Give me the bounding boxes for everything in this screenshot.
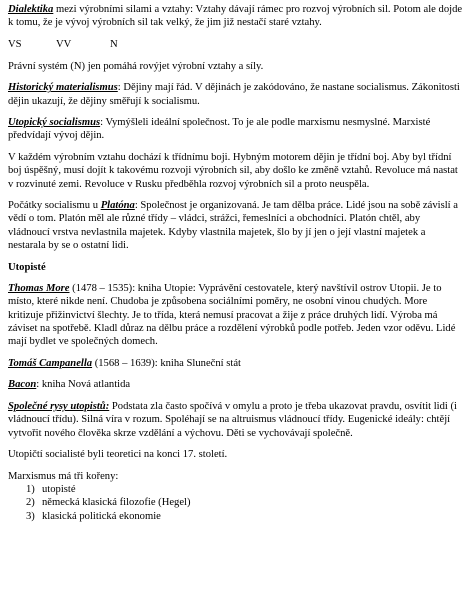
list-item — [26, 510, 464, 523]
abbreviations-line — [8, 38, 464, 51]
text-historicky: : Dějiny mají řád. V dějinách je zakódováno, že nastane socialismus. Zákonitosti dějin ukazují, že dějiny směřují k socialismu. — [8, 82, 460, 107]
text-campanella: (1568 – 1639): kniha Sluneční stát — [92, 357, 241, 369]
text-platon-before: Počátky socialismu u — [8, 200, 101, 212]
section-marxismus — [8, 470, 464, 523]
term-more: Thomas More — [8, 283, 70, 295]
paragraph-campanella — [8, 357, 464, 370]
list-item — [26, 483, 464, 496]
text-more: (1478 – 1535): kniha Utopie: Vyprávění cestovatele, který navštívil ostrov Utopii. Je to místo, které nikde není. Chudoba je způsobena sociálními poměry, ne osobní vinou chudých. More kritizuje přižinvictví šlechty. Je to třída, která nemusí pracovat a žije z práce druhých lidí. Výroba má záviset na spotřebě. Kladl důraz na dělbu práce a rozdělení výrobků podle potřeb. Jeden vzor oděvu. Lidé mají bydlet ve společných domech. — [8, 283, 456, 348]
term-bacon: Bacon — [8, 379, 37, 391]
term-spolecne: Společné rysy utopistů: — [8, 401, 110, 413]
list-text: klasická politická ekonomie — [42, 510, 161, 522]
paragraph-platon — [8, 199, 464, 252]
paragraph-utopicky — [8, 116, 464, 142]
term-campanella: Tomáš Campanella — [8, 357, 93, 369]
text-utopicky: : Vymýšleli ideální společnost. To je ale podle marxismu nesmyslné. Marxisté předvídají vývoj dějin. — [8, 117, 431, 142]
term-dialektika: Dialektika — [8, 4, 54, 15]
text-spolecne: Podstata zla často spočívá v omylu a proto je třeba ukazovat pravdu, osvítit lidi (i vládnoucí třídu). Silná víra v rozum. Spoléhají se na altruismus vládnoucí třídy. Eugenické ideály: chtějí vytvořit nového člověka skrze vzdělání a výchovu. Děti se vychovávají společně. — [8, 401, 457, 439]
abbr-vs: VS — [8, 38, 22, 50]
abbr-vv: VV — [56, 38, 72, 50]
list-number: 2) — [26, 497, 35, 509]
paragraph-dialektika — [8, 3, 464, 29]
text-platon: : Společnost je organizovaná. Je tam dělba práce. Lidé jsou na sobě závislí a vědí o tom. Platón měl ale různé třídy – vládci, strážci, řemeslníci a obchodníci. Platón chtěl, aby vládnoucí vrstva nevlastnila majetek. Kdyby vlastnila majetek, šlo by jí jen o její vlastní majetek a nestarala by se o ostatní lidi. — [8, 200, 458, 251]
list-number: 1) — [26, 484, 35, 496]
abbr-n: N — [110, 38, 118, 50]
marxismus-list — [8, 483, 464, 523]
paragraph-tridni-boj: V každém výrobním vztahu dochází k třídnímu boji. Hybným motorem dějin je třídní boj. Aby byl třídní boj úspěšný, musí dojít k takovému rozvoji výrobních sil, aby došlo ke změně vztahů. Revoluce má nastat v rozvinuté zemi. Revoluce v Rusku předběhla rozvoj výrobních sil a proto neuspěla. — [8, 152, 458, 190]
heading-utopiste: Utopisté — [8, 261, 46, 273]
term-platon: Platóna — [100, 200, 135, 212]
list-text: utopisté — [42, 484, 76, 496]
paragraph-utopicti: Utopičtí socialisté byli teoretici na konci 17. století. — [8, 449, 228, 461]
marxismus-intro: Marxismus má tři kořeny: — [8, 470, 119, 482]
list-number: 3) — [26, 510, 35, 522]
term-historicky: Historický materialismus — [8, 82, 118, 94]
paragraph-more — [8, 282, 464, 348]
term-utopicky: Utopický socialismus — [8, 117, 101, 129]
text-bacon: : kniha Nová atlantida — [36, 379, 131, 391]
list-item — [26, 496, 464, 509]
text-dialektika: mezi výrobními silami a vztahy: Vztahy dávají rámec pro rozvoj výrobních sil. Potom ale dojde k tomu, že je vývoj výrobních sil tak velký, že jim již nestačí staré vztahy. — [8, 4, 463, 29]
paragraph-spolecne — [8, 400, 464, 440]
paragraph-pravni: Právní systém (N) jen pomáhá rovýjet výrobní vztahy a síly. — [8, 60, 264, 72]
paragraph-bacon — [8, 378, 464, 391]
paragraph-historicky — [8, 81, 464, 107]
list-text: německá klasická filozofie (Hegel) — [42, 497, 191, 509]
